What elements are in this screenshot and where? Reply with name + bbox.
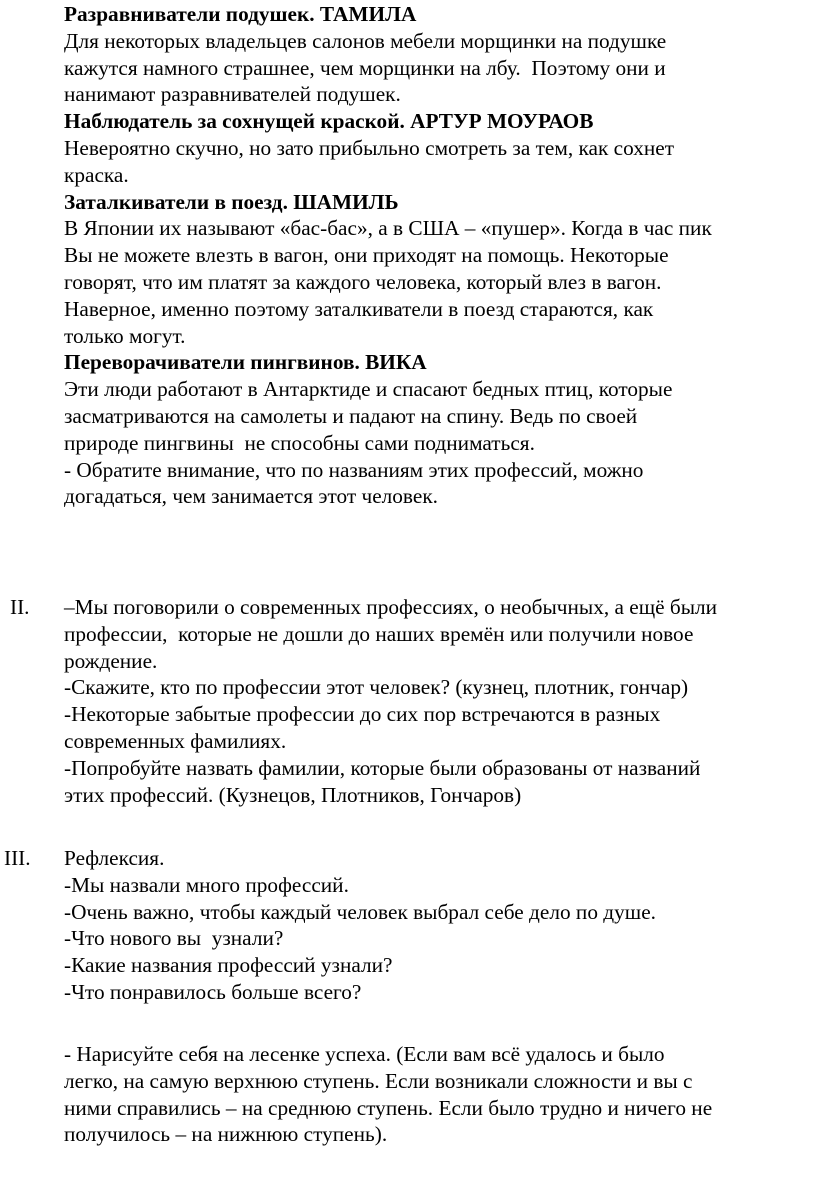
profession-heading: Разравниватели подушек. ТАМИЛА [64,2,417,26]
text-line: современных фамилиях. [64,728,287,753]
text-line: получилось – на нижнюю ступень). [64,1122,388,1147]
text-line: этих профессий. (Кузнецов, Плотников, Гончаров) [64,782,522,807]
text-line: Для некоторых владельцев салонов мебели морщинки на подушке [64,28,667,53]
profession-heading: Переворачиватели пингвинов. ВИКА [64,350,427,375]
text-line: легко, на самую верхнюю ступень. Если возникали сложности и вы с [64,1068,693,1093]
text-line: природе пингвины не способны сами подниматься. [64,430,535,455]
profession-heading: Наблюдатель за сохнущей краской. АРТУР МОУРАОВ [64,109,594,134]
text-line: - Обратите внимание, что по названиям этих профессий, можно [64,457,644,482]
text-line: рождение. [64,648,158,673]
text-line: догадаться, чем занимается этот человек. [64,484,438,509]
text-line: -Что понравилось больше всего? [64,979,362,1004]
note [64,457,814,511]
text-line: нанимают разравнивателей подушек. [64,82,401,107]
text-line: -Некоторые забытые профессии до сих пор встречаются в разных [64,702,661,727]
profession-entry [64,349,814,456]
text-line: -Какие названия профессий узнали? [64,953,393,978]
text-line: -Что нового вы узнали? [64,926,284,951]
text-line: засматриваются на самолеты и падают на спину. Ведь по своей [64,403,638,428]
text-line: -Скажите, кто по профессии этот человек? (кузнец, плотник, гончар) [64,675,689,700]
text-line: профессии, которые не дошли до наших времён или получили новое [64,621,694,646]
section-iii [64,845,814,1006]
text-line: ними справились – на среднюю ступень. Если было трудно и ничего не [64,1095,713,1120]
text-line: -Мы назвали много профессий. [64,872,349,897]
section-numeral-iii: III. [4,846,31,870]
text-line: Невероятно скучно, но зато прибыльно смотреть за тем, как сохнет [64,135,675,160]
text-line: -Очень важно, чтобы каждый человек выбрал себе дело по душе. [64,899,656,924]
text-line: только могут. [64,323,186,348]
text-line: кажутся намного страшнее, чем морщинки на лбу. Поэтому они и [64,55,666,80]
text-line: -Попробуйте назвать фамилии, которые были образованы от названий [64,755,701,780]
text-line: Эти люди работают в Антарктиде и спасают бедных птиц, которые [64,377,673,402]
section-ii [64,594,814,808]
text-line: В Японии их называют «бас-бас», а в США – «пушер». Когда в час пик [64,216,712,241]
text-line: Вы не можете влезть в вагон, они приходят на помощь. Некоторые [64,243,669,268]
text-line: краска. [64,162,129,187]
professions-section [64,1,814,510]
text-line: –Мы поговорили о современных профессиях, о необычных, а ещё были [64,595,718,619]
text-line: Рефлексия. [64,846,165,870]
profession-entry [64,108,814,188]
text-line: говорят, что им платят за каждого человека, который влез в вагон. [64,269,662,294]
text-line: - Нарисуйте себя на лесенке успеха. (Если вам всё удалось и было [64,1042,665,1066]
profession-entry [64,1,814,108]
text-line: Наверное, именно поэтому заталкиватели в поезд стараются, как [64,296,654,321]
ladder-instruction [64,1041,814,1148]
section-numeral-ii: II. [10,595,30,619]
profession-entry [64,189,814,350]
profession-heading: Заталкиватели в поезд. ШАМИЛЬ [64,189,399,214]
